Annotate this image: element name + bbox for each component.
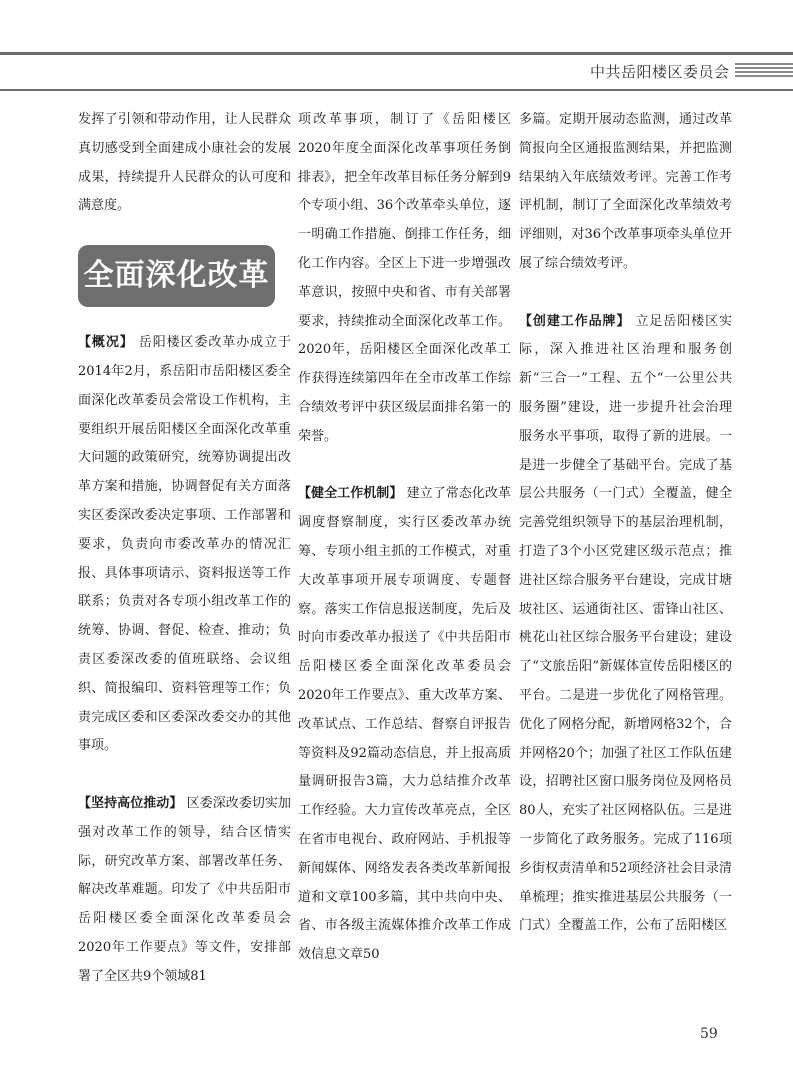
text-column-2 [298,106,511,970]
section-banner [78,245,275,307]
section-heading-work-brand: 【创建工作品牌】 [519,313,631,329]
paragraph-continuation-3: 多篇。定期开展动态监测，通过改革简报向全区通报监测结果，并把监测结果纳入年底绩效考评。完善工作考评机制，制订了全面深化改革绩效考评细则，对36个改革事项牵头单位开展了综合绩效考评。 [519,112,732,271]
section-banner-title: 全面深化改革 [83,257,270,293]
running-header-title: 中共岳阳楼区委员会 [590,63,730,81]
section-text-high-level-push: 区委深改委切实加强对改革工作的领导，结合区情实际，研究改革方案、部署改革任务、解决改革难题。印发了《中共岳阳市岳阳楼区委全面深化改革委员会2020年工作要点》等文件，安排部署了全区共9个领域81 [78,795,291,984]
text-column-3 [519,106,732,941]
paragraph-high-level-push [78,790,291,992]
paragraph-work-brand [519,308,732,942]
header-rule-bottom [0,89,793,91]
paragraph-work-mechanism [298,480,511,970]
paragraph-gap [78,761,291,790]
section-text-overview: 岳阳楼区委改革办成立于2014年2月，系岳阳市岳阳楼区委全面深化改革委员会常设工作机构，主要组织开展岳阳楼区全面深化改革重大问题的政策研究，统筹协调提出改革方案和措施，协调督促有关方面落实区委深改委决定事项、工作部署和要求，负责向市委改革办的情况汇报、具体事项请示、资料报送等工作联系；负责对各专项小组改革工作的统筹、协调、督促、检查、推动；负责区委深改委的值班联络、会议组织、简报编印、资料管理等工作；负责完成区委和区委深改委交办的其他事项。 [78,335,291,754]
section-heading-work-mechanism: 【健全工作机制】 [298,486,403,502]
paragraph-gap [519,279,732,308]
section-heading-high-level-push: 【坚持高位推动】 [78,795,183,811]
paragraph-continuation-2: 项改革事项，制订了《岳阳楼区2020年度全面深化改革事项任务倒排表》，把全年改革目标任务分解到9个专项小组、36个改革牵头单位，逐一明确工作措施、倒排工作任务，细化工作内容。全区上下进一步增强改革意识，按照中央和省、市有关部署要求，持续推动全面深化改革工作。2020年，岳阳楼区全面深化改革工作获得连续第四年在全市改革工作综合绩效考评中获区级层面排名第一的荣誉。 [298,112,511,444]
paragraph-overview [78,329,291,761]
section-text-work-brand: 立足岳阳楼区实际，深入推进社区治理和服务创新“三合一”工程、五个“一公里公共服务圈”建设，进一步提升社会治理服务水平事项，取得了新的进展。一是进一步健全了基础平台。完成了基层公共服务（一门式）全覆盖，健全完善党组织领导下的基层治理机制，打造了3个小区党建区级示范点；推进社区综合服务平台建设，完成甘塘坡社区、运通街社区、雷锋山社区、桃花山社区综合服务平台建设；建设了“文旅岳阳”新媒体宣传岳阳楼区的平台。二是进一步优化了网格管理。优化了网格分配，新增网格32个，合并网格20个；加强了社区工作队伍建设，招聘社区窗口服务岗位及网格员80人，充实了社区网格队伍。三是进一步简化了政务服务。完成了116项乡街权责清单和52项经济社会目录清单梳理；推实推进基层公共服务（一门式）全覆盖工作，公布了岳阳楼区 [519,313,732,934]
section-heading-overview: 【概况】 [78,335,134,351]
paragraph-continuation: 发挥了引领和带动作用，让人民群众真切感受到全面建成小康社会的发展成果，持续提升人民群众的认可度和满意度。 [78,112,291,214]
page-number: 59 [700,1026,718,1042]
section-text-work-mechanism: 建立了常态化改革调度督察制度，实行区委改革办统筹、专项小组主抓的工作模式，对重大改革事项开展专项调度、专题督察。落实工作信息报送制度，先后及时向市委改革办报送了《中共岳阳市岳阳楼区委全面深化改革委员会2020年工作要点》、重大改革方案、改革试点、工作总结、督察自评报告等资料及92篇动态信息，并上报高质量调研报告3篇，大力总结推介改革工作经验。大力宣传改革亮点，全区在省市电视台、政府网站、手机报等新闻媒体、网络发表各类改革新闻报道和文章100多篇，其中共向中央、省、市各级主流媒体推介改革工作成效信息文章50 [298,486,511,963]
paragraph-gap [298,452,511,481]
text-column-1 [78,106,291,992]
header-rule-top [0,52,793,55]
header-stripes-decoration [735,63,793,79]
